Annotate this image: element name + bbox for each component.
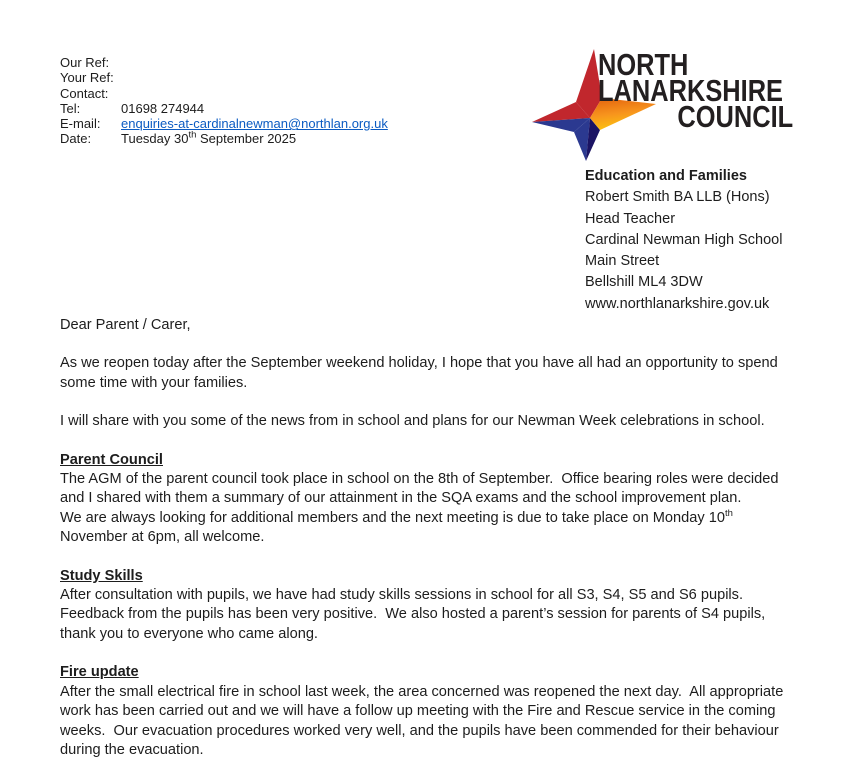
section-fire-update (60, 663, 797, 760)
section-heading-study-skills: Study Skills (60, 567, 143, 584)
date-ordinal-superscript: th (188, 130, 197, 142)
date-row (60, 131, 388, 146)
our-ref-label: Our Ref: (60, 55, 110, 70)
email-row (60, 116, 388, 131)
parent-council-paragraph-1: The AGM of the parent council took place in school on the 8th of September. Office bearing roles were decided and I shared with them a summary of our attainment in the SQA exams and the school improvement plan. (60, 471, 783, 507)
parent-council-paragraph-2: We are always looking for additional members and the next meeting is due to take place on Monday 10th November at 6pm, all welcome. (60, 507, 737, 546)
sender-website: www.northlanarkshire.gov.uk (585, 295, 770, 312)
tel-value: 01698 274944 (121, 100, 205, 116)
sender-town-postcode: Bellshill ML4 3DW (585, 274, 703, 291)
section-heading-fire-update: Fire update (60, 664, 139, 681)
sender-name: Robert Smith BA LLB (Hons) (585, 189, 770, 206)
contact-label: Contact: (60, 85, 109, 101)
sender-school: Cardinal Newman High School (585, 231, 783, 248)
letter-body (60, 316, 797, 779)
study-skills-paragraph: After consultation with pupils, we have had study skills sessions in school for all S3, S4, S5 and S6 pupils. Feedback from the pupils has been very positive. We also hosted a parent’s session for parents of S4 pupils, thank you to everyone who came along. (60, 587, 770, 642)
section-heading-parent-council: Parent Council (60, 451, 163, 468)
reference-block (60, 55, 388, 147)
sender-role: Head Teacher (585, 210, 676, 227)
meeting-date-ordinal-superscript: th (724, 507, 733, 519)
tel-row (60, 101, 388, 116)
council-wordmark-line3: COUNCIL (677, 99, 794, 134)
date-value: Tuesday 30th September 2025 (121, 130, 297, 147)
fire-update-paragraph: After the small electrical fire in school last week, the area concerned was reopened the next day. All appropriate work has been carried out and we will have a follow up meeting with the Fire and Rescue service in the coming weeks. Our evacuation procedures worked very well, and the pupils have been commended for their behaviour during the evacuation. (60, 683, 788, 758)
intro-paragraph-2: I will share with you some of the news from in school and plans for our Newman Week celebrations in school. (60, 413, 765, 430)
date-label: Date: (60, 131, 92, 147)
email-label: E-mail: (60, 116, 101, 132)
section-study-skills (60, 567, 797, 645)
contact-row (60, 86, 388, 101)
council-wordmark-line2: LANARKSHIRE (598, 73, 784, 108)
our-ref-row (60, 55, 388, 70)
section-parent-council (60, 451, 797, 548)
council-wordmark (598, 47, 838, 134)
salutation: Dear Parent / Carer, (60, 317, 191, 333)
sender-department: Education and Families (585, 168, 747, 184)
email-link[interactable]: enquiries-at-cardinalnewman@northlan.org.uk (121, 116, 388, 132)
sender-street: Main Street (585, 253, 660, 270)
tel-label: Tel: (60, 100, 81, 116)
north-lanarkshire-council-logo (530, 45, 794, 165)
sender-address-block (585, 166, 782, 315)
your-ref-label: Your Ref: (60, 70, 114, 86)
your-ref-row (60, 70, 388, 85)
council-wordmark-line1: NORTH (598, 47, 689, 82)
intro-paragraph-1: As we reopen today after the September weekend holiday, I hope that you have all had an opportunity to spend some time with your families. (60, 355, 782, 391)
